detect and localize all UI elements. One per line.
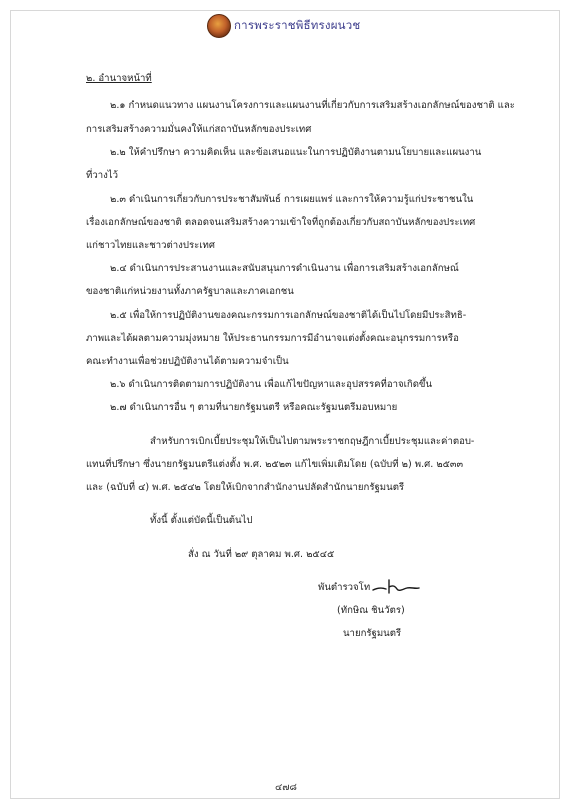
header-title: การพระราชพิธีทรงผนวช — [234, 18, 361, 32]
item-line: ๒.๖ ดำเนินการติดตามการปฏิบัติงาน เพื่อแก้ไขปัญหาและอุปสรรคที่อาจเกิดขึ้น — [110, 379, 433, 390]
item-line: แก่ชาวไทยและชาวต่างประเทศ — [86, 240, 215, 251]
date-line: สั่ง ณ วันที่ ๒๙ ตุลาคม พ.ศ. ๒๕๔๕ — [188, 549, 335, 560]
handwritten-signature — [371, 577, 421, 597]
page-number: ๔๗๘ — [275, 782, 297, 793]
paragraph-line: แทนที่ปรึกษา ซึ่งนายกรัฐมนตรีแต่งตั้ง พ.ศ. ๒๕๒๓ แก้ไขเพิ่มเติมโดย (ฉบับที่ ๒) พ.ศ. ๒๕๓๓ — [86, 459, 464, 470]
item-line: ๒.๒ ให้คำปรึกษา ความคิดเห็น และข้อเสนอแนะในการปฏิบัติงานตามนโยบายและแผนงาน — [110, 147, 482, 158]
item-line: ๒.๓ ดำเนินการเกี่ยวกับการประชาสัมพันธ์ การเผยแพร่ และการให้ความรู้แก่ประชาชนใน — [110, 194, 474, 205]
item-line: ภาพและได้ผลตามความมุ่งหมาย ให้ประธานกรรมการมีอำนาจแต่งตั้งคณะอนุกรรมการหรือ — [86, 333, 459, 344]
item-line: ๒.๗ ดำเนินการอื่น ๆ ตามที่นายกรัฐมนตรี หรือคณะรัฐมนตรีมอบหมาย — [110, 402, 398, 413]
item-line: การเสริมสร้างความมั่นคงให้แก่สถาบันหลักของประเทศ — [86, 124, 312, 135]
item-line: ๒.๑ กำหนดแนวทาง แผนงานโครงการและแผนงานที่เกี่ยวกับการเสริมสร้างเอกลักษณ์ของชาติ และ — [110, 100, 515, 111]
item-line: ที่วางไว้ — [86, 170, 118, 181]
item-line: ๒.๕ เพื่อให้การปฏิบัติงานของคณะกรรมการเอกลักษณ์ของชาติได้เป็นไปโดยมีประสิทธิ- — [110, 310, 467, 321]
signatory-position: นายกรัฐมนตรี — [343, 628, 402, 639]
paragraph-line: สำหรับการเบิกเบี้ยประชุมให้เป็นไปตามพระราชกฤษฎีกาเบี้ยประชุมและค่าตอบ- — [150, 436, 475, 447]
item-line: เรื่องเอกลักษณ์ของชาติ ตลอดจนเสริมสร้างความเข้าใจที่ถูกต้องเกี่ยวกับสถาบันหลักของประเทศ — [86, 217, 476, 228]
section-heading: ๒. อำนาจหน้าที่ — [86, 73, 152, 84]
signature-rank: พันตำรวจโท — [318, 582, 371, 593]
paragraph-line: และ (ฉบับที่ ๔) พ.ศ. ๒๕๔๒ โดยให้เบิกจากสำนักงานปลัดสำนักนายกรัฐมนตรี — [86, 482, 405, 493]
effective-statement: ทั้งนี้ ตั้งแต่บัดนี้เป็นต้นไป — [150, 515, 253, 526]
royal-emblem-icon — [207, 14, 231, 38]
item-line: คณะทำงานเพื่อช่วยปฏิบัติงานได้ตามความจำเป็น — [86, 356, 289, 367]
item-line: ๒.๔ ดำเนินการประสานงานและสนับสนุนการดำเนินงาน เพื่อการเสริมสร้างเอกลักษณ์ — [110, 263, 459, 274]
signatory-name: (ทักษิณ ชินวัตร) — [337, 605, 405, 616]
item-line: ของชาติแก่หน่วยงานทั้งภาครัฐบาลและภาคเอกชน — [86, 286, 294, 297]
